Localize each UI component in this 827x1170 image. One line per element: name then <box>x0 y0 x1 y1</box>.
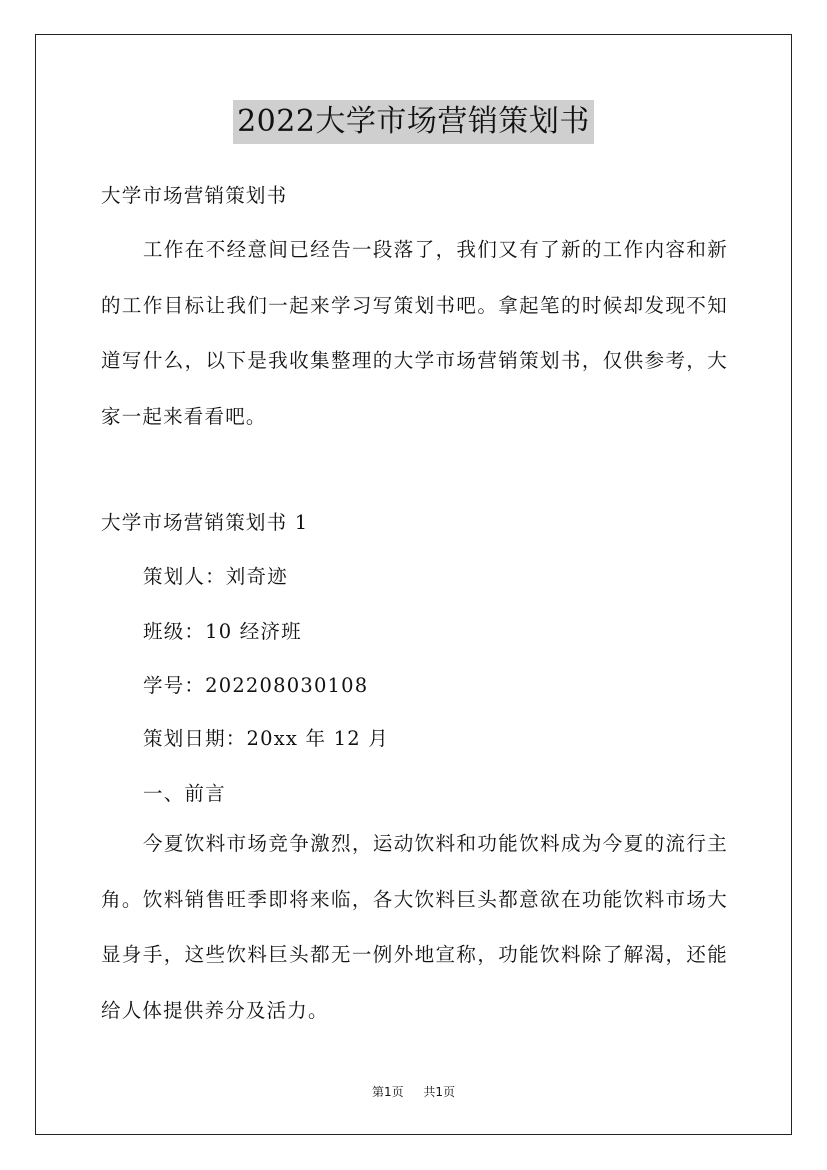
section-preface-heading: 一、前言 <box>143 782 226 805</box>
preface-paragraph: 今夏饮料市场竞争激烈，运动饮料和功能饮料成为今夏的流行主角。饮料销售旺季即将来临，各大饮料巨头都意欲在功能饮料市场大显身手，这些饮料巨头都无一例外地宣称，功能饮料除了解渴，还能给人体提供养分及活力。 <box>101 832 728 1022</box>
class-line: 班级：10 经济班 <box>143 620 302 643</box>
planner-line: 策划人：刘奇迹 <box>143 565 288 588</box>
page-total: 共1页 <box>423 1085 455 1099</box>
plan-date-line: 策划日期：20xx 年 12 月 <box>143 727 389 750</box>
student-number-line: 学号：202208030108 <box>143 674 369 697</box>
subheading-plan: 大学市场营销策划书 <box>101 184 288 207</box>
document-title-text: 2022大学市场营销策划书 <box>233 100 594 144</box>
intro-paragraph: 工作在不经意间已经告一段落了，我们又有了新的工作内容和新的工作目标让我们一起来学习写策划书吧。拿起笔的时候却发现不知道写什么，以下是我收集整理的大学市场营销策划书，仅供参考，大家一起来看看吧。 <box>101 238 728 428</box>
document-title <box>0 100 827 144</box>
page-number: 第1页 <box>372 1085 404 1099</box>
page-footer <box>0 1083 827 1100</box>
subheading-plan-1: 大学市场营销策划书 1 <box>101 511 309 534</box>
